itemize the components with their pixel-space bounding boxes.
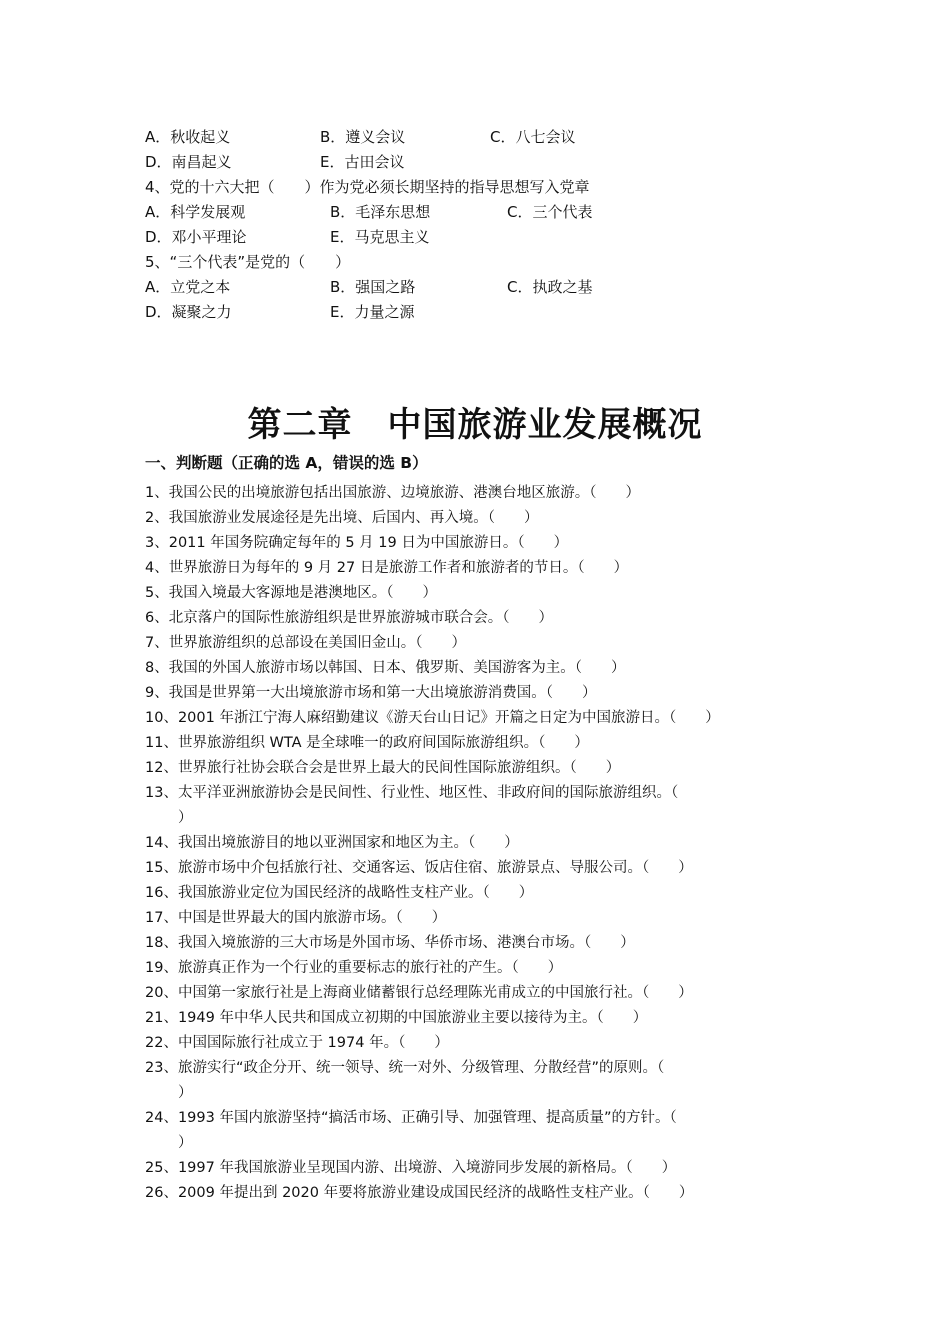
q4-option-c: C．三个代表 <box>507 203 593 221</box>
question-wrap: ） <box>178 1085 193 1101</box>
question-text: 3、2011 年国务院确定每年的 5 月 19 日为中国旅游日。（ ） <box>145 535 569 551</box>
section-title: 一、判断题（正确的选 A，错误的选 B） <box>145 454 428 472</box>
question-item <box>145 956 810 981</box>
question-text: 15、旅游市场中介包括旅行社、交通客运、饭店住宿、旅游景点、导服公司。（ ） <box>145 860 693 876</box>
question-item <box>145 1031 810 1056</box>
question-item <box>145 1156 810 1181</box>
question-item <box>145 906 810 931</box>
question-text: 12、世界旅行社协会联合会是世界上最大的民间性国际旅游组织。（ ） <box>145 760 621 776</box>
question-text: 20、中国第一家旅行社是上海商业储蓄银行总经理陈光甫成立的中国旅行社。（ ） <box>145 985 693 1001</box>
question-wrap: ） <box>178 810 193 826</box>
question-item <box>145 981 810 1006</box>
option-a: A．秋收起义 <box>145 128 231 146</box>
question-item <box>145 1006 810 1031</box>
question-text: 4、世界旅游日为每年的 9 月 27 日是旅游工作者和旅游者的节日。（ ） <box>145 560 629 576</box>
q4-option-b: B．毛泽东思想 <box>330 203 431 221</box>
question-item <box>145 881 810 906</box>
question-item <box>145 706 810 731</box>
question-text: 14、我国出境旅游目的地以亚洲国家和地区为主。（ ） <box>145 835 519 851</box>
option-c: C．八七会议 <box>490 128 576 146</box>
question-item <box>145 556 810 581</box>
question-item <box>145 1181 810 1206</box>
question-text: 22、中国国际旅行社成立于 1974 年。（ ） <box>145 1035 449 1051</box>
question-item <box>145 831 810 856</box>
question-text: 2、我国旅游业发展途径是先出境、后国内、再入境。（ ） <box>145 510 539 526</box>
question-item <box>145 731 810 756</box>
question-item <box>145 856 810 881</box>
question-text: 11、世界旅游组织 WTA 是全球唯一的政府间国际旅游组织。（ ） <box>145 735 589 751</box>
question-text: 16、我国旅游业定位为国民经济的战略性支柱产业。（ ） <box>145 885 534 901</box>
q4-option-a: A．科学发展观 <box>145 203 246 221</box>
q5-option-c: C．执政之基 <box>507 278 593 296</box>
q5-option-b: B．强国之路 <box>330 278 416 296</box>
q5-option-a: A．立党之本 <box>145 278 231 296</box>
question-item <box>145 1106 810 1156</box>
question-text: 21、1949 年中华人民共和国成立初期的中国旅游业主要以接待为主。（ ） <box>145 1010 648 1026</box>
question-text: 5、我国入境最大客源地是港澳地区。（ ） <box>145 585 437 601</box>
question-item <box>145 506 810 531</box>
question-item <box>145 781 810 831</box>
question-item <box>145 481 810 506</box>
question-text: 25、1997 年我国旅游业呈现国内游、出境游、入境游同步发展的新格局。（ ） <box>145 1160 677 1176</box>
option-e: E．古田会议 <box>320 153 405 171</box>
question-item <box>145 931 810 956</box>
question-text: 26、2009 年提出到 2020 年要将旅游业建设成国民经济的战略性支柱产业。（ ） <box>145 1185 694 1201</box>
question-text: 10、2001 年浙江宁海人麻绍勤建议《游天台山日记》开篇之日定为中国旅游日。（ ） <box>145 710 720 726</box>
question-text: 7、世界旅游组织的总部设在美国旧金山。（ ） <box>145 635 466 651</box>
q4-option-d: D．邓小平理论 <box>145 228 247 246</box>
q4-option-e: E．马克思主义 <box>330 228 430 246</box>
question-text: 18、我国入境旅游的三大市场是外国市场、华侨市场、港澳台市场。（ ） <box>145 935 635 951</box>
option-d: D．南昌起义 <box>145 153 232 171</box>
option-b: B．遵义会议 <box>320 128 406 146</box>
question-item <box>145 531 810 556</box>
q5-option-d: D．凝聚之力 <box>145 303 232 321</box>
question-text: 17、中国是世界最大的国内旅游市场。（ ） <box>145 910 447 926</box>
question-wrap: ） <box>178 1135 193 1151</box>
question-text: 24、1993 年国内旅游坚持“搞活市场、正确引导、加强管理、提高质量”的方针。（ <box>145 1110 677 1126</box>
chapter-title: 第二章 中国旅游业发展概况 <box>247 405 703 445</box>
question-5-text: 5、“三个代表”是党的（ ） <box>145 253 351 271</box>
question-text: 6、北京落户的国际性旅游组织是世界旅游城市联合会。（ ） <box>145 610 553 626</box>
question-item <box>145 581 810 606</box>
question-text: 19、旅游真正作为一个行业的重要标志的旅行社的产生。（ ） <box>145 960 563 976</box>
question-text: 1、我国公民的出境旅游包括出国旅游、边境旅游、港澳台地区旅游。（ ） <box>145 485 640 501</box>
question-item <box>145 756 810 781</box>
question-text: 23、旅游实行“政企分开、统一领导、统一对外、分级管理、分散经营”的原则。（ <box>145 1060 665 1076</box>
question-text: 13、太平洋亚洲旅游协会是民间性、行业性、地区性、非政府间的国际旅游组织。（ <box>145 785 679 801</box>
question-item <box>145 656 810 681</box>
question-item <box>145 631 810 656</box>
question-text: 8、我国的外国人旅游市场以韩国、日本、俄罗斯、美国游客为主。（ ） <box>145 660 626 676</box>
q5-option-e: E．力量之源 <box>330 303 415 321</box>
question-item <box>145 606 810 631</box>
question-item <box>145 1056 810 1106</box>
question-4-text: 4、党的十六大把（ ）作为党必须长期坚持的指导思想写入党章 <box>145 178 590 196</box>
question-item <box>145 681 810 706</box>
question-text: 9、我国是世界第一大出境旅游市场和第一大出境旅游消费国。（ ） <box>145 685 597 701</box>
